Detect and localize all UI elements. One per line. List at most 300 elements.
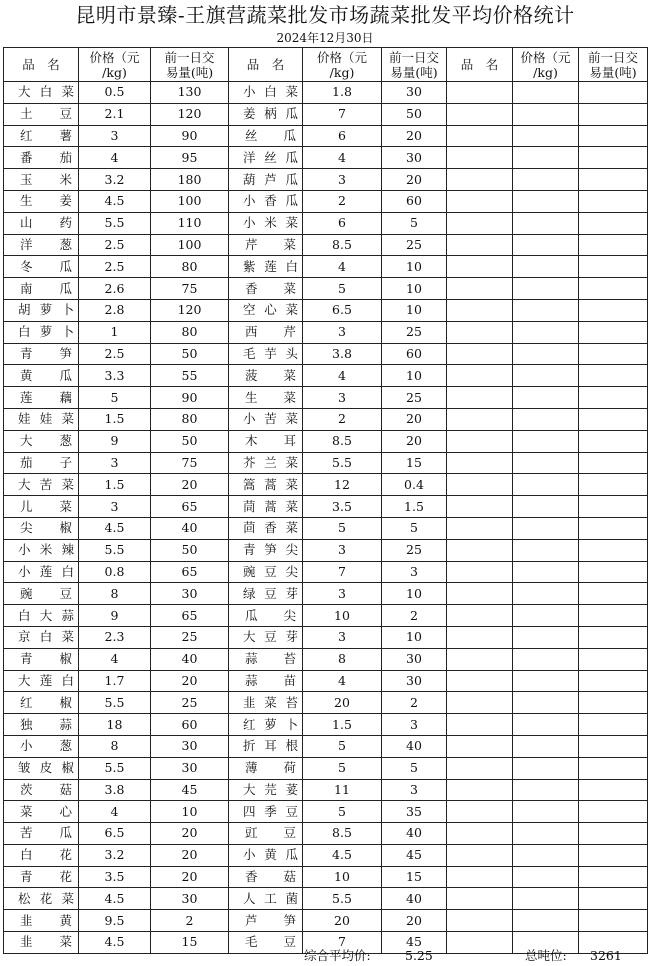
cell-volume: 10 <box>382 278 447 300</box>
cell-name: 白大蒜 <box>4 605 79 627</box>
header-volume: 前一日交 易量(吨) <box>382 48 447 82</box>
cell-name: 四季豆 <box>229 801 303 823</box>
cell-price: 1.5 <box>303 714 382 736</box>
cell-price: 9 <box>79 430 151 452</box>
table-row <box>4 343 648 365</box>
cell-price: 0.5 <box>79 82 151 104</box>
cell-name: 南瓜 <box>4 278 79 300</box>
cell-volume: 60 <box>151 714 229 736</box>
cell-name: 皱皮椒 <box>4 757 79 779</box>
cell-price: 2.8 <box>79 299 151 321</box>
empty-cell <box>513 474 579 496</box>
cell-price: 7 <box>303 932 382 954</box>
cell-volume: 35 <box>382 801 447 823</box>
cell-price: 9 <box>79 605 151 627</box>
empty-cell <box>513 605 579 627</box>
empty-cell <box>579 844 648 866</box>
empty-cell <box>513 387 579 409</box>
empty-cell <box>447 583 513 605</box>
cell-price: 3 <box>303 387 382 409</box>
table-row <box>4 801 648 823</box>
table-row <box>4 605 648 627</box>
cell-price: 6.5 <box>79 823 151 845</box>
empty-cell <box>513 670 579 692</box>
cell-name: 独蒜 <box>4 714 79 736</box>
empty-cell <box>513 735 579 757</box>
table-row <box>4 823 648 845</box>
report-title: 昆明市景臻-王旗营蔬菜批发市场蔬菜批发平均价格统计 <box>75 3 575 27</box>
cell-volume: 20 <box>382 408 447 430</box>
empty-cell <box>513 714 579 736</box>
cell-volume: 10 <box>382 626 447 648</box>
cell-name: 黄瓜 <box>4 365 79 387</box>
header-price: 价格（元 /kg) <box>79 48 151 82</box>
empty-cell <box>579 888 648 910</box>
cell-name: 毛豆 <box>229 932 303 954</box>
empty-cell <box>447 517 513 539</box>
cell-price: 8.5 <box>303 823 382 845</box>
table-row <box>4 517 648 539</box>
empty-cell <box>447 757 513 779</box>
cell-name: 瓜尖 <box>229 605 303 627</box>
cell-price: 4.5 <box>303 844 382 866</box>
cell-price: 5 <box>303 801 382 823</box>
cell-volume: 5 <box>382 757 447 779</box>
header-price: 价格（元 /kg) <box>513 48 579 82</box>
table-row <box>4 496 648 518</box>
cell-volume: 80 <box>151 256 229 278</box>
table-row <box>4 365 648 387</box>
empty-cell <box>513 452 579 474</box>
cell-volume: 3 <box>382 779 447 801</box>
cell-price: 1 <box>79 321 151 343</box>
empty-cell <box>447 823 513 845</box>
cell-volume: 2 <box>382 692 447 714</box>
table-row <box>4 212 648 234</box>
empty-cell <box>513 910 579 932</box>
empty-cell <box>447 321 513 343</box>
empty-cell <box>447 278 513 300</box>
cell-name: 小莲白 <box>4 561 79 583</box>
empty-cell <box>579 125 648 147</box>
empty-cell <box>579 735 648 757</box>
table-row <box>4 714 648 736</box>
table-row <box>4 387 648 409</box>
cell-volume: 65 <box>151 496 229 518</box>
cell-name: 西芹 <box>229 321 303 343</box>
empty-cell <box>447 714 513 736</box>
table-row <box>4 452 648 474</box>
cell-price: 4 <box>303 365 382 387</box>
cell-name: 木耳 <box>229 430 303 452</box>
empty-cell <box>579 626 648 648</box>
empty-cell <box>447 866 513 888</box>
cell-volume: 50 <box>382 103 447 125</box>
cell-name: 山药 <box>4 212 79 234</box>
cell-volume: 25 <box>382 539 447 561</box>
cell-volume: 20 <box>151 844 229 866</box>
table-row <box>4 430 648 452</box>
cell-volume: 10 <box>382 256 447 278</box>
header-price: 价格（元 /kg) <box>303 48 382 82</box>
cell-name: 小苦菜 <box>229 408 303 430</box>
table-row <box>4 626 648 648</box>
empty-cell <box>513 561 579 583</box>
empty-cell <box>579 234 648 256</box>
table-row <box>4 583 648 605</box>
average-price-value: 5.25 <box>405 948 433 963</box>
cell-name: 小葱 <box>4 735 79 757</box>
cell-price: 3 <box>79 496 151 518</box>
cell-name: 青笋 <box>4 343 79 365</box>
empty-cell <box>579 103 648 125</box>
table-row <box>4 256 648 278</box>
cell-name: 胡萝卜 <box>4 299 79 321</box>
empty-cell <box>513 299 579 321</box>
cell-price: 1.5 <box>79 474 151 496</box>
header-name: 品 名 <box>4 48 79 82</box>
cell-name: 大莲白 <box>4 670 79 692</box>
cell-price: 12 <box>303 474 382 496</box>
empty-cell <box>513 430 579 452</box>
cell-volume: 15 <box>151 932 229 954</box>
table-row <box>4 278 648 300</box>
empty-cell <box>579 321 648 343</box>
cell-price: 7 <box>303 561 382 583</box>
empty-cell <box>513 539 579 561</box>
empty-cell <box>579 343 648 365</box>
empty-cell <box>579 823 648 845</box>
empty-cell <box>513 169 579 191</box>
cell-volume: 30 <box>151 757 229 779</box>
cell-name: 冬瓜 <box>4 256 79 278</box>
cell-volume: 75 <box>151 452 229 474</box>
cell-name: 松花菜 <box>4 888 79 910</box>
cell-volume: 15 <box>382 452 447 474</box>
cell-name: 小黄瓜 <box>229 844 303 866</box>
cell-name: 蒜苗 <box>229 670 303 692</box>
cell-name: 蒜苔 <box>229 648 303 670</box>
cell-volume: 20 <box>382 910 447 932</box>
empty-cell <box>447 299 513 321</box>
cell-name: 大苦菜 <box>4 474 79 496</box>
table-row <box>4 910 648 932</box>
cell-name: 芦笋 <box>229 910 303 932</box>
empty-cell <box>447 430 513 452</box>
empty-cell <box>513 234 579 256</box>
cell-volume: 40 <box>151 517 229 539</box>
cell-price: 2 <box>303 408 382 430</box>
cell-price: 10 <box>303 866 382 888</box>
cell-volume: 130 <box>151 82 229 104</box>
table-row <box>4 190 648 212</box>
cell-volume: 20 <box>151 823 229 845</box>
cell-name: 茄子 <box>4 452 79 474</box>
cell-volume: 25 <box>151 692 229 714</box>
empty-cell <box>579 190 648 212</box>
empty-cell <box>579 648 648 670</box>
cell-price: 20 <box>303 692 382 714</box>
table-row <box>4 321 648 343</box>
empty-cell <box>513 692 579 714</box>
empty-cell <box>579 757 648 779</box>
cell-volume: 30 <box>382 82 447 104</box>
cell-price: 5 <box>79 387 151 409</box>
empty-cell <box>513 866 579 888</box>
cell-name: 小白菜 <box>229 82 303 104</box>
cell-name: 茨菇 <box>4 779 79 801</box>
table-row <box>4 474 648 496</box>
cell-volume: 40 <box>151 648 229 670</box>
cell-name: 白萝卜 <box>4 321 79 343</box>
table-row <box>4 147 648 169</box>
empty-cell <box>447 692 513 714</box>
empty-cell <box>579 430 648 452</box>
empty-cell <box>579 452 648 474</box>
empty-cell <box>513 321 579 343</box>
cell-volume: 45 <box>382 932 447 954</box>
empty-cell <box>513 626 579 648</box>
empty-cell <box>447 801 513 823</box>
cell-volume: 60 <box>382 343 447 365</box>
table-row <box>4 234 648 256</box>
cell-volume: 40 <box>382 823 447 845</box>
empty-cell <box>447 844 513 866</box>
empty-cell <box>513 757 579 779</box>
cell-price: 2.5 <box>79 343 151 365</box>
cell-name: 毛芋头 <box>229 343 303 365</box>
cell-price: 4.5 <box>79 517 151 539</box>
table-row <box>4 299 648 321</box>
cell-name: 豇豆 <box>229 823 303 845</box>
cell-price: 5 <box>303 735 382 757</box>
cell-price: 5.5 <box>79 757 151 779</box>
cell-name: 丝瓜 <box>229 125 303 147</box>
cell-name: 土豆 <box>4 103 79 125</box>
cell-price: 4.5 <box>79 888 151 910</box>
cell-price: 3 <box>79 452 151 474</box>
cell-price: 3.5 <box>79 866 151 888</box>
cell-name: 洋葱 <box>4 234 79 256</box>
empty-cell <box>447 474 513 496</box>
cell-name: 番茄 <box>4 147 79 169</box>
empty-cell <box>579 169 648 191</box>
cell-volume: 120 <box>151 103 229 125</box>
cell-price: 5.5 <box>303 452 382 474</box>
empty-cell <box>513 256 579 278</box>
empty-cell <box>579 408 648 430</box>
cell-price: 4.5 <box>79 932 151 954</box>
cell-name: 红椒 <box>4 692 79 714</box>
table-body <box>4 82 648 954</box>
cell-volume: 30 <box>151 735 229 757</box>
cell-price: 3.2 <box>79 844 151 866</box>
cell-price: 2.3 <box>79 626 151 648</box>
empty-cell <box>579 561 648 583</box>
cell-price: 4 <box>303 147 382 169</box>
cell-price: 8.5 <box>303 430 382 452</box>
empty-cell <box>447 147 513 169</box>
empty-cell <box>579 147 648 169</box>
summary-footer <box>0 948 650 966</box>
empty-cell <box>513 583 579 605</box>
cell-price: 8 <box>303 648 382 670</box>
empty-cell <box>579 256 648 278</box>
cell-name: 篙蒿菜 <box>229 474 303 496</box>
empty-cell <box>447 365 513 387</box>
cell-price: 3.8 <box>303 343 382 365</box>
cell-price: 11 <box>303 779 382 801</box>
empty-cell <box>447 605 513 627</box>
cell-name: 尖椒 <box>4 517 79 539</box>
cell-name: 青花 <box>4 866 79 888</box>
empty-cell <box>513 190 579 212</box>
empty-cell <box>513 496 579 518</box>
cell-name: 生菜 <box>229 387 303 409</box>
cell-price: 4.5 <box>79 190 151 212</box>
cell-price: 5.5 <box>79 692 151 714</box>
table-row <box>4 408 648 430</box>
cell-price: 8 <box>79 583 151 605</box>
cell-price: 4 <box>303 256 382 278</box>
cell-name: 折耳根 <box>229 735 303 757</box>
empty-cell <box>447 539 513 561</box>
cell-volume: 20 <box>151 866 229 888</box>
cell-name: 玉米 <box>4 169 79 191</box>
empty-cell <box>447 910 513 932</box>
cell-name: 青椒 <box>4 648 79 670</box>
cell-price: 0.8 <box>79 561 151 583</box>
cell-price: 8 <box>79 735 151 757</box>
empty-cell <box>513 801 579 823</box>
cell-volume: 30 <box>382 648 447 670</box>
price-table <box>3 47 648 954</box>
cell-volume: 20 <box>382 125 447 147</box>
empty-cell <box>513 147 579 169</box>
cell-name: 大豆芽 <box>229 626 303 648</box>
cell-price: 2.5 <box>79 234 151 256</box>
empty-cell <box>447 169 513 191</box>
cell-name: 姜柄瓜 <box>229 103 303 125</box>
cell-name: 香菇 <box>229 866 303 888</box>
empty-cell <box>579 779 648 801</box>
empty-cell <box>579 212 648 234</box>
cell-volume: 20 <box>382 430 447 452</box>
table-row <box>4 779 648 801</box>
cell-volume: 0.4 <box>382 474 447 496</box>
cell-name: 薄荷 <box>229 757 303 779</box>
report-date: 2024年12月30日 <box>276 31 374 45</box>
cell-volume: 10 <box>382 365 447 387</box>
cell-price: 20 <box>303 910 382 932</box>
cell-price: 3 <box>303 539 382 561</box>
cell-price: 5.5 <box>303 888 382 910</box>
cell-volume: 3 <box>382 561 447 583</box>
cell-name: 菠菜 <box>229 365 303 387</box>
cell-volume: 80 <box>151 321 229 343</box>
table-row <box>4 735 648 757</box>
cell-price: 3 <box>79 125 151 147</box>
cell-volume: 75 <box>151 278 229 300</box>
cell-name: 韭菜苔 <box>229 692 303 714</box>
cell-volume: 65 <box>151 561 229 583</box>
cell-volume: 180 <box>151 169 229 191</box>
cell-volume: 45 <box>151 779 229 801</box>
cell-price: 4 <box>79 147 151 169</box>
empty-cell <box>579 496 648 518</box>
header-name: 品 名 <box>447 48 513 82</box>
empty-cell <box>447 452 513 474</box>
cell-volume: 5 <box>382 517 447 539</box>
table-row <box>4 692 648 714</box>
cell-name: 红萝卜 <box>229 714 303 736</box>
table-row <box>4 103 648 125</box>
cell-volume: 3 <box>382 714 447 736</box>
cell-price: 2.6 <box>79 278 151 300</box>
cell-name: 小香瓜 <box>229 190 303 212</box>
empty-cell <box>579 692 648 714</box>
header-volume: 前一日交 易量(吨) <box>579 48 648 82</box>
table-row <box>4 125 648 147</box>
empty-cell <box>447 387 513 409</box>
cell-name: 生姜 <box>4 190 79 212</box>
cell-volume: 1.5 <box>382 496 447 518</box>
cell-volume: 45 <box>382 844 447 866</box>
cell-price: 5 <box>303 757 382 779</box>
table-row <box>4 648 648 670</box>
empty-cell <box>579 517 648 539</box>
cell-name: 葫芦瓜 <box>229 169 303 191</box>
cell-volume: 25 <box>382 387 447 409</box>
table-row <box>4 844 648 866</box>
cell-price: 3 <box>303 626 382 648</box>
cell-volume: 50 <box>151 430 229 452</box>
cell-volume: 90 <box>151 387 229 409</box>
cell-name: 韭菜 <box>4 932 79 954</box>
empty-cell <box>447 648 513 670</box>
cell-price: 5.5 <box>79 212 151 234</box>
table-row <box>4 888 648 910</box>
cell-price: 3 <box>303 321 382 343</box>
empty-cell <box>513 365 579 387</box>
cell-volume: 10 <box>151 801 229 823</box>
cell-volume: 20 <box>151 670 229 692</box>
empty-cell <box>447 561 513 583</box>
cell-volume: 50 <box>151 539 229 561</box>
cell-name: 芥兰菜 <box>229 452 303 474</box>
cell-volume: 2 <box>382 605 447 627</box>
empty-cell <box>447 103 513 125</box>
cell-name: 京白菜 <box>4 626 79 648</box>
cell-price: 18 <box>79 714 151 736</box>
cell-price: 2.1 <box>79 103 151 125</box>
cell-volume: 100 <box>151 234 229 256</box>
cell-name: 茴香菜 <box>229 517 303 539</box>
empty-cell <box>513 844 579 866</box>
header-row <box>4 48 648 82</box>
empty-cell <box>579 539 648 561</box>
cell-price: 2.5 <box>79 256 151 278</box>
empty-cell <box>513 103 579 125</box>
empty-cell <box>513 888 579 910</box>
total-tonnage-label: 总吨位: <box>525 948 567 963</box>
empty-cell <box>513 648 579 670</box>
table-row <box>4 539 648 561</box>
cell-volume: 20 <box>151 474 229 496</box>
table-row <box>4 169 648 191</box>
table-row <box>4 82 648 104</box>
cell-volume: 40 <box>382 735 447 757</box>
